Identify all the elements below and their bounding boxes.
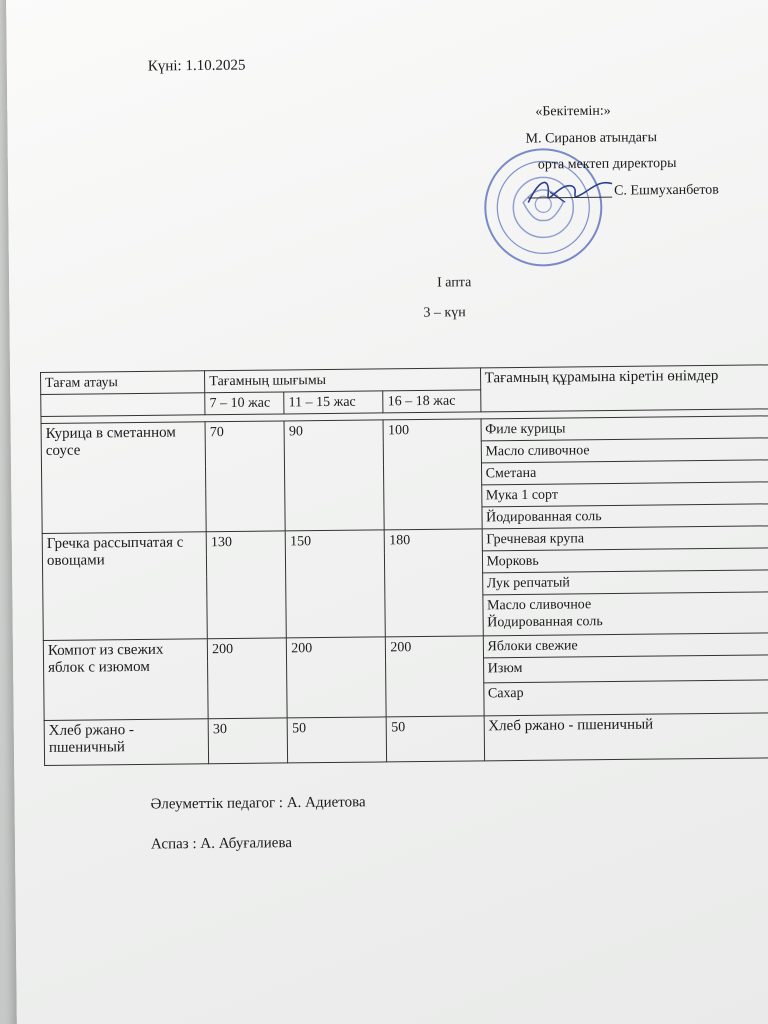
ingredient: Йодированная соль [481, 504, 768, 529]
yield-age-3: 50 [387, 716, 485, 762]
yield-age-3: 100 [383, 419, 481, 530]
dish-name: Курица в сметанном соусе [41, 422, 206, 534]
yield-age-1: 200 [208, 638, 288, 719]
director-name: С. Ешмуханбетов [614, 182, 719, 199]
school-name: М. Сиранов атындағы [525, 130, 658, 147]
yield-age-2: 200 [287, 637, 387, 718]
cook-name: Аспаз : А. Абуғалиева [150, 835, 293, 853]
yield-age-1: 70 [205, 421, 285, 532]
ingredient: Морковь [482, 548, 768, 573]
dish-name: Гречка рассыпчатая с овощами [42, 532, 207, 641]
header-products: Тағамның құрамына кіретін өнімдер [480, 365, 768, 412]
menu-table [40, 364, 768, 766]
ingredient: Хлеб ржано - пшеничный [484, 713, 768, 761]
ingredient: Масло сливочное [481, 438, 768, 463]
table-row [44, 713, 768, 766]
header-dish: Тағам атауы [41, 371, 205, 395]
ingredient: Изюм [483, 655, 768, 683]
social-pedagog: Әлеуметтік педагог : А. Адиетова [150, 794, 366, 813]
header-age-2: 11 – 15 жас [284, 391, 383, 414]
ingredient: Сметана [481, 460, 768, 485]
ingredient-pair [482, 592, 768, 636]
ingredient: Сахар [483, 680, 768, 716]
yield-age-2: 50 [287, 717, 387, 763]
dish-name: Компот из свежих яблок с изюмом [43, 639, 208, 721]
director-signature [520, 172, 620, 213]
menu-date: Күні: 1.10.2025 [147, 57, 246, 75]
yield-age-1: 30 [208, 718, 288, 764]
yield-age-1: 130 [206, 531, 286, 639]
yield-age-3: 180 [385, 529, 483, 637]
ingredient: Лук репчатый [482, 570, 768, 595]
yield-age-2: 150 [285, 530, 385, 638]
ingredient: Филе курицы [481, 416, 768, 441]
ingredient: Мука 1 сорт [481, 482, 768, 507]
header-yield: Тағамның шығымы [205, 368, 481, 393]
ingredient: Гречневая крупа [482, 526, 768, 551]
dish-name: Хлеб ржано - пшеничный [44, 719, 209, 766]
yield-age-3: 200 [386, 636, 484, 717]
header-age-1: 7 – 10 жас [205, 392, 284, 415]
ingredient: Яблоки свежие [483, 633, 768, 658]
approval-heading: «Бекітемін:» [535, 103, 611, 120]
ingredient: Масло сливочное [486, 597, 592, 614]
header-age-3: 16 – 18 жас [383, 390, 480, 413]
header-blank [41, 393, 205, 417]
week-label: I апта [437, 275, 472, 291]
director-title: орта мектеп директоры [537, 155, 677, 173]
ingredient: Йодированная соль [487, 614, 603, 631]
yield-age-2: 90 [284, 420, 384, 531]
day-label: 3 – күн [423, 305, 466, 321]
